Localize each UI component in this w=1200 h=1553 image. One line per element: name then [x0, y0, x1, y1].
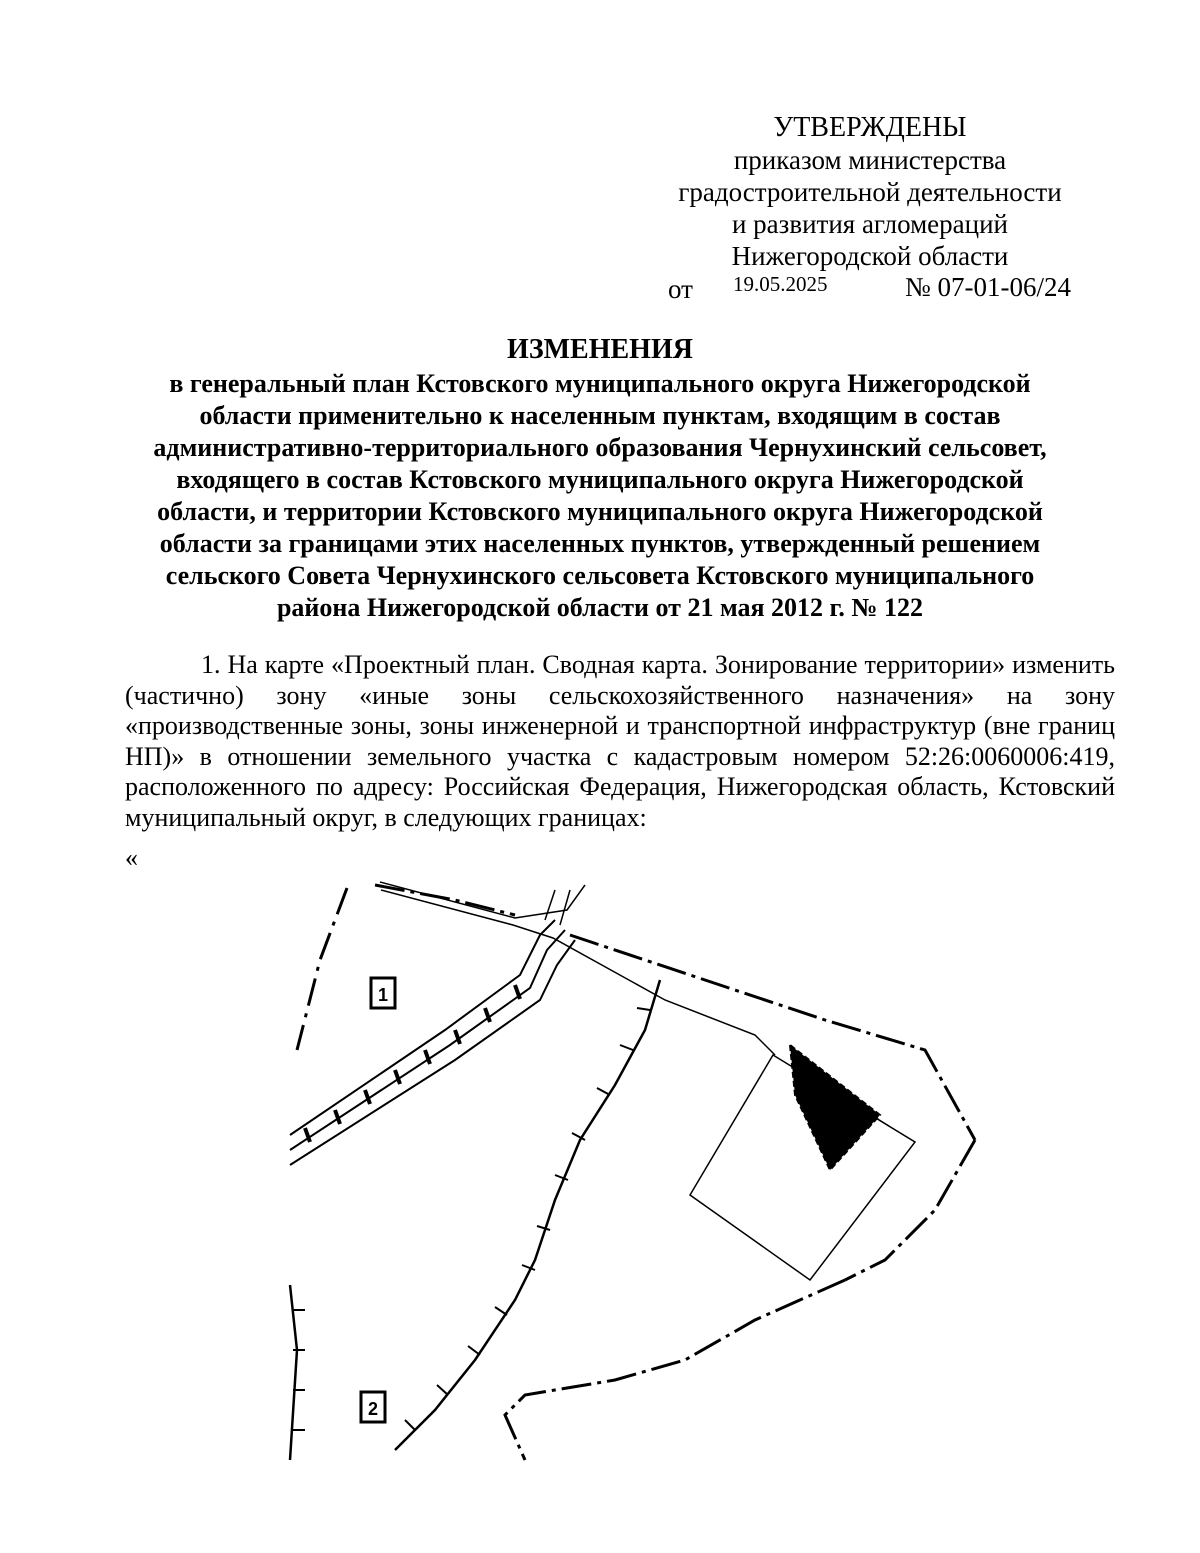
body-paragraph: 1. На карте «Проектный план. Сводная карта. Зонирование территории» изменить (частично) зону «иные зоны сельскохозяйственного назначения» на зону «производственные зоны, зоны инженерной и транспортной инфраструктур (вне границ НП)» в отношении земельного участка с кадастровым номером 52:26:0060006:419, расположенного по адресу: Российская Федерация, Нижегородская область, Кстовский муниципальный округ, в следующих границах:: [125, 650, 1115, 832]
heading-line: района Нижегородской области от 21 мая 2012 г. № 122: [276, 593, 924, 622]
zoning-map: [285, 880, 1005, 1470]
approval-line: градостроительной деятельности: [678, 177, 1062, 207]
map-road: [381, 890, 775, 1055]
zone-label-2: [361, 1392, 385, 1422]
heading-line: входящего в состав Кстовского муниципального округа Нижегородской: [176, 465, 1024, 494]
map-hatch-ticks: [405, 1008, 650, 1430]
map-changed-zone: [790, 1045, 880, 1170]
map-railway: [290, 920, 555, 1135]
approval-block: [640, 112, 1100, 272]
approval-line: Нижегородской области: [731, 241, 1009, 271]
map-boundary-left-lower: [290, 1285, 297, 1460]
zone-label-1: [371, 978, 395, 1008]
zone-label-1-text: 1: [377, 985, 389, 1005]
order-info: [0, 270, 1200, 306]
order-date: 19.05.2025: [733, 272, 828, 296]
heading-title: ИЗМЕНЕНИЯ: [507, 334, 693, 365]
map-boundary-right: [845, 1140, 975, 1280]
map-road: [380, 882, 585, 918]
zone-label-2-text: 2: [367, 1399, 379, 1419]
approval-title: УТВЕРЖДЕНЫ: [773, 112, 967, 143]
heading-line: области за границами этих населенных пунктов, утвержденный решением: [159, 529, 1041, 558]
map-boundary-left: [297, 888, 347, 1050]
heading-line: сельского Совета Чернухинского сельсовета Кстовского муниципального: [165, 561, 1035, 590]
order-from-label: от: [668, 274, 693, 304]
heading-line: области, и территории Кстовского муниципального округа Нижегородской: [157, 497, 1043, 526]
approval-line: и развития агломераций: [731, 209, 1008, 239]
approval-line: приказом министерства: [733, 145, 1007, 175]
map-railway: [290, 930, 565, 1150]
map-boundary-bottom: [505, 1280, 845, 1460]
heading-line: административно-территориального образования Чернухинский сельсовет,: [153, 433, 1047, 462]
document-heading: [120, 332, 1080, 624]
map-railway-ties: [305, 985, 520, 1142]
order-number: № 07-01-06/24: [905, 272, 1071, 302]
map-boundary-top-right: [570, 935, 975, 1140]
heading-line: в генеральный план Кстовского муниципального округа Нижегородской: [169, 369, 1031, 398]
map-railway: [290, 940, 575, 1165]
map-road: [545, 890, 570, 925]
opening-quote: «: [125, 843, 138, 872]
heading-line: области применительно к населенным пунктам, входящим в состав: [199, 401, 1001, 430]
